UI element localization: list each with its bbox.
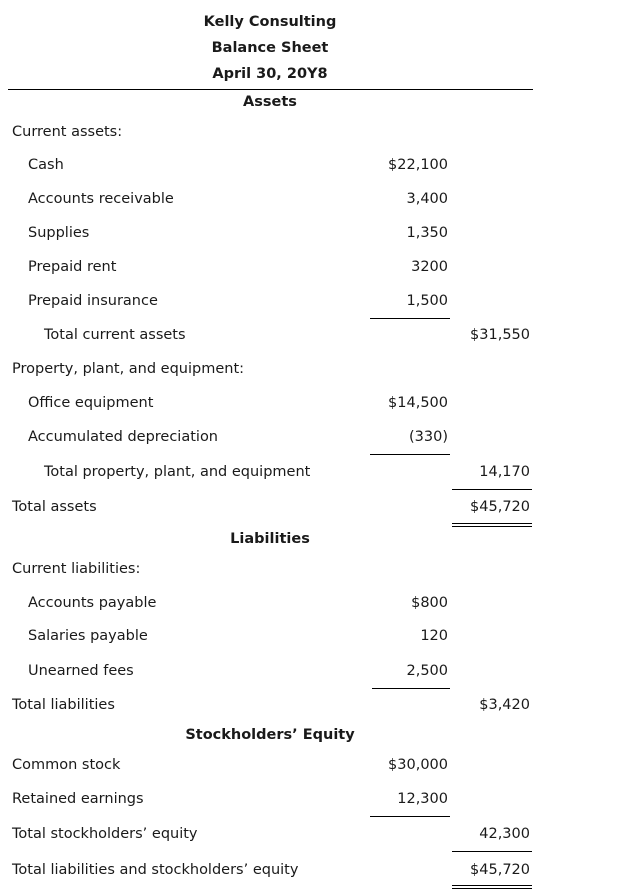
current-assets-heading: Current assets: bbox=[12, 124, 123, 140]
double-underline-top bbox=[452, 523, 532, 524]
line-amount: $22,100 bbox=[388, 157, 448, 173]
line-amount: (330) bbox=[409, 429, 448, 445]
line-amount: $800 bbox=[411, 595, 448, 611]
line-item-prepaid-insurance bbox=[0, 293, 636, 315]
line-label: Salaries payable bbox=[28, 628, 148, 644]
total-liabilities-row bbox=[0, 697, 636, 719]
statement-date: April 30, 20Y8 bbox=[212, 66, 328, 82]
line-label: Prepaid rent bbox=[28, 259, 117, 275]
header-divider bbox=[8, 89, 533, 90]
subtotal-underline bbox=[372, 688, 450, 689]
subtotal-underline bbox=[452, 851, 532, 852]
line-label: Total liabilities bbox=[12, 697, 115, 713]
line-item-salaries-payable bbox=[0, 628, 636, 650]
company-name: Kelly Consulting bbox=[203, 14, 337, 30]
line-item-supplies bbox=[0, 225, 636, 247]
line-amount: $3,420 bbox=[479, 697, 530, 713]
current-liabilities-heading: Current liabilities: bbox=[12, 561, 141, 577]
line-amount: $31,550 bbox=[470, 327, 530, 343]
line-label: Accounts payable bbox=[28, 595, 157, 611]
assets-heading: Assets bbox=[243, 94, 297, 110]
line-label: Total stockholders’ equity bbox=[12, 826, 198, 842]
line-label: Retained earnings bbox=[12, 791, 144, 807]
total-assets-row bbox=[0, 499, 636, 521]
double-underline-bottom bbox=[452, 888, 532, 889]
line-label: Total current assets bbox=[44, 327, 186, 343]
line-amount: 2,500 bbox=[406, 663, 448, 679]
line-label: Accumulated depreciation bbox=[28, 429, 219, 445]
line-label: Total property, plant, and equipment bbox=[44, 464, 311, 480]
line-label: Supplies bbox=[28, 225, 90, 241]
line-item-prepaid-rent bbox=[0, 259, 636, 281]
line-amount: $30,000 bbox=[388, 757, 448, 773]
line-amount: 42,300 bbox=[479, 826, 530, 842]
total-current-assets-row bbox=[0, 327, 636, 349]
total-equity-row bbox=[0, 826, 636, 848]
line-label: Cash bbox=[28, 157, 64, 173]
statement-title: Balance Sheet bbox=[211, 40, 329, 56]
equity-heading: Stockholders’ Equity bbox=[185, 727, 355, 743]
subtotal-underline bbox=[370, 454, 450, 455]
line-item-accounts-payable bbox=[0, 595, 636, 617]
line-label: Total assets bbox=[12, 499, 97, 515]
line-amount: 3,400 bbox=[406, 191, 448, 207]
ppe-heading: Property, plant, and equipment: bbox=[12, 361, 245, 377]
line-amount: $45,720 bbox=[470, 862, 530, 878]
line-item-unearned-fees bbox=[0, 663, 636, 685]
line-item-cash bbox=[0, 157, 636, 179]
subtotal-underline bbox=[370, 816, 450, 817]
line-item-common-stock bbox=[0, 757, 636, 779]
line-item-accounts-receivable bbox=[0, 191, 636, 213]
line-amount: 120 bbox=[420, 628, 448, 644]
line-label: Common stock bbox=[12, 757, 121, 773]
line-amount: 1,500 bbox=[406, 293, 448, 309]
subtotal-underline bbox=[452, 489, 532, 490]
line-amount: $14,500 bbox=[388, 395, 448, 411]
line-label: Prepaid insurance bbox=[28, 293, 158, 309]
line-amount: 14,170 bbox=[479, 464, 530, 480]
line-item-accumulated-depreciation bbox=[0, 429, 636, 451]
line-label: Office equipment bbox=[28, 395, 154, 411]
total-liabilities-equity-row bbox=[0, 862, 636, 884]
double-underline-top bbox=[452, 885, 532, 886]
line-label: Accounts receivable bbox=[28, 191, 174, 207]
total-ppe-row bbox=[0, 464, 636, 486]
liabilities-heading: Liabilities bbox=[230, 531, 310, 547]
double-underline-bottom bbox=[452, 526, 532, 527]
line-label: Unearned fees bbox=[28, 663, 134, 679]
subtotal-underline bbox=[370, 318, 450, 319]
current-assets-heading-row bbox=[0, 124, 636, 146]
line-label: Total liabilities and stockholders’ equity bbox=[12, 862, 299, 878]
line-amount: 3200 bbox=[411, 259, 448, 275]
line-item-office-equipment bbox=[0, 395, 636, 417]
line-item-retained-earnings bbox=[0, 791, 636, 813]
line-amount: $45,720 bbox=[470, 499, 530, 515]
line-amount: 12,300 bbox=[397, 791, 448, 807]
ppe-heading-row bbox=[0, 361, 636, 383]
line-amount: 1,350 bbox=[406, 225, 448, 241]
current-liabilities-heading-row bbox=[0, 561, 636, 583]
